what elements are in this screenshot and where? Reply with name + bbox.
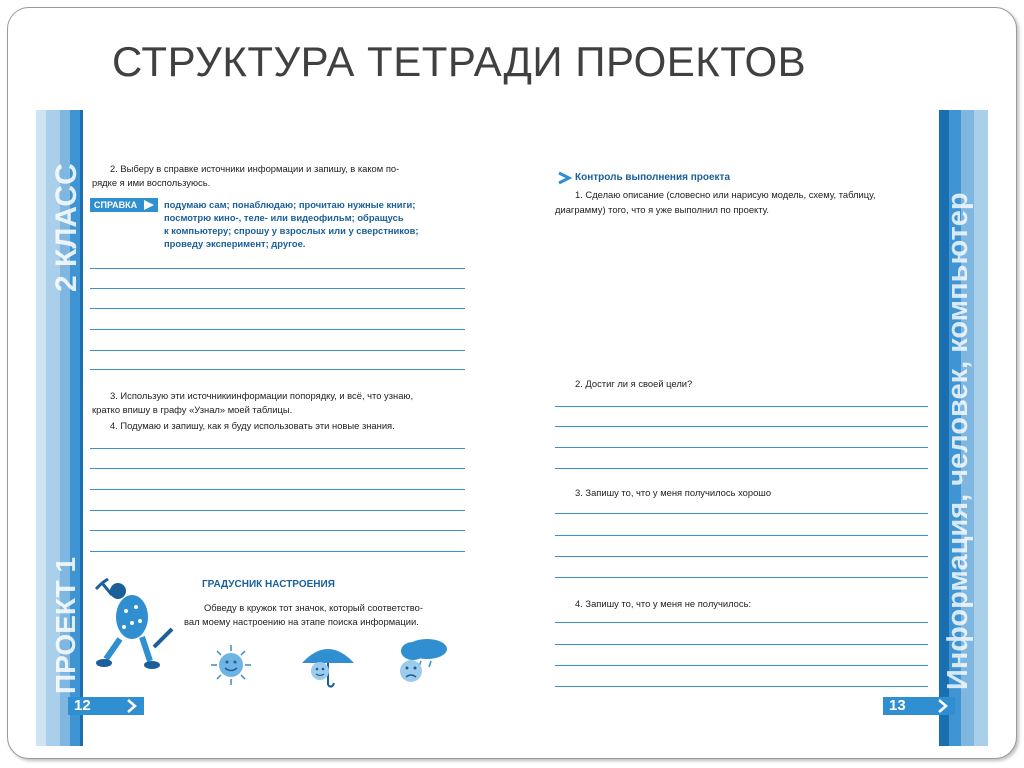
left-stripe	[36, 110, 46, 746]
help-tag	[90, 198, 158, 212]
help-line: проведу эксперимент; другое.	[164, 238, 306, 249]
item2-line1: 2. Выберу в справке источники информации и запишу, в каком по-	[110, 163, 400, 174]
writing-line	[90, 448, 465, 449]
mood-title: ГРАДУСНИК НАСТРОЕНИЯ	[202, 579, 335, 590]
writing-line	[555, 406, 928, 407]
help-line: подумаю сам; понаблюдаю; прочитаю нужные книги;	[164, 199, 416, 210]
writing-line	[90, 510, 465, 511]
umbrella-face-icon	[298, 641, 358, 689]
right-item1-line1: 1. Сделаю описание (словесно или нарисую модель, схему, таблицу,	[575, 189, 876, 200]
help-line: посмотрю кино-, теле- или видеофильм; обращусь	[164, 212, 404, 223]
writing-line	[90, 350, 465, 351]
item4-text: 4. Подумаю и запишу, как я буду использовать эти новые знания.	[110, 420, 395, 431]
writing-line	[555, 622, 928, 623]
item3-line2: кратко впишу в графу «Узнал» моей таблицы.	[92, 404, 293, 415]
writing-line	[90, 288, 465, 289]
mascot-illustration	[92, 577, 174, 677]
writing-line	[555, 556, 928, 557]
mood-line1: Обведу в кружок тот значок, который соответство-	[204, 602, 423, 613]
page-number-right-value: 13	[889, 697, 906, 714]
control-title: Контроль выполнения проекта	[575, 172, 731, 183]
chevron-right-icon	[126, 697, 138, 715]
side-class-label: 2 КЛАСС	[50, 163, 83, 292]
writing-line	[90, 268, 465, 269]
help-line: к компьютеру; спрошу у взрослых или у сверстников;	[164, 225, 419, 236]
writing-line	[555, 577, 928, 578]
sun-face-icon	[208, 645, 254, 685]
writing-line	[555, 686, 928, 687]
right-item3: 3. Запишу то, что у меня получилось хорошо	[575, 487, 772, 498]
workbook-spread-image	[36, 110, 988, 746]
writing-line	[555, 426, 928, 427]
slide-title: СТРУКТУРА ТЕТРАДИ ПРОЕКТОВ	[112, 38, 807, 85]
page-number-left	[68, 697, 144, 715]
page-number-left-value: 12	[74, 697, 91, 714]
right-item4: 4. Запишу то, что у меня не получилось:	[575, 598, 752, 609]
item2-line2: рядке я ими воспользуюсь.	[92, 177, 211, 188]
right-stripe	[974, 110, 988, 746]
page-number-right	[883, 697, 955, 715]
writing-line	[555, 447, 928, 448]
writing-line	[90, 551, 465, 552]
writing-line	[90, 489, 465, 490]
writing-line	[555, 513, 928, 514]
writing-line	[90, 369, 465, 370]
writing-line	[555, 644, 928, 645]
right-item1-line2: диаграмму) того, что я уже выполнил по проекту.	[555, 204, 770, 215]
writing-line	[555, 468, 928, 469]
arrow-right-icon	[557, 171, 573, 185]
writing-line	[555, 535, 928, 536]
right-item2: 2. Достиг ли я своей цели?	[575, 378, 693, 389]
writing-line	[90, 530, 465, 531]
chevron-right-icon	[937, 697, 949, 715]
item3-line1: 3. Использую эти источникиинформации попорядку, и всё, что узнаю,	[110, 390, 414, 401]
cloud-face-icon	[391, 637, 453, 687]
help-tag-label: СПРАВКА	[94, 200, 138, 210]
writing-line	[90, 308, 465, 309]
mood-line2: вал моему настроению на этапе поиска информации.	[184, 616, 419, 627]
writing-line	[555, 665, 928, 666]
side-project-label: ПРОЕКТ 1	[50, 556, 81, 694]
side-subject-label: Информация, человек, компьютер	[942, 192, 974, 690]
writing-line	[90, 329, 465, 330]
writing-line	[90, 468, 465, 469]
arrow-right-icon	[144, 200, 154, 210]
